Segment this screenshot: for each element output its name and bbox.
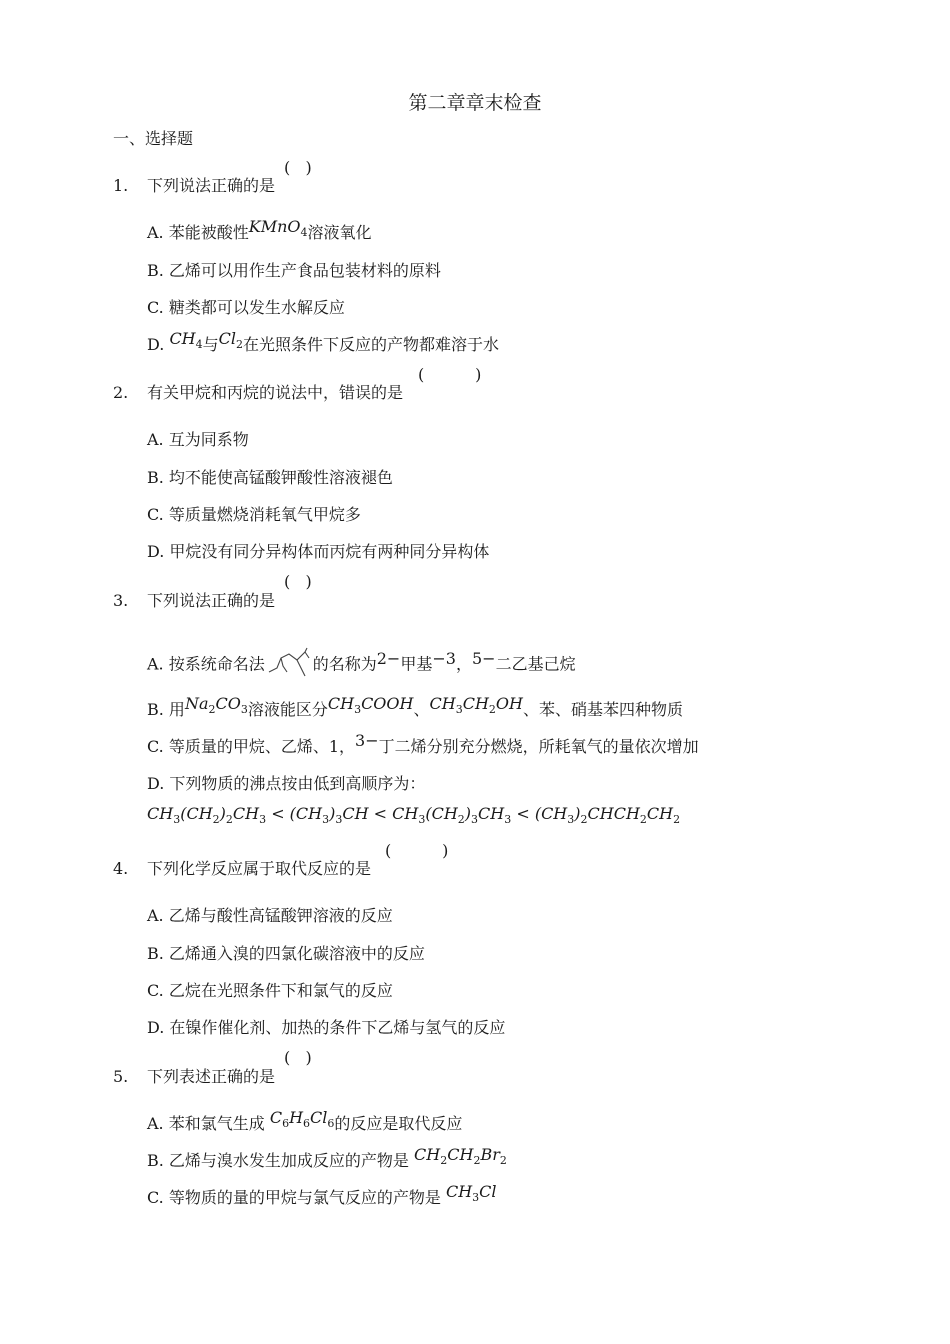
answer-blank: ( ) [284, 572, 312, 591]
question-number: 1. [113, 176, 129, 195]
option-3d: D. 下列物质的沸点按由低到高顺序为： [147, 774, 426, 793]
question-5-stem [113, 1064, 275, 1087]
option-4a: A. 乙烯与酸性高锰酸钾溶液的反应 [147, 906, 393, 925]
answer-blank: ( ) [418, 365, 482, 384]
option-1a: A. 苯能被酸性KMnO$_4$溶液氧化 [147, 217, 372, 242]
question-4-stem [113, 856, 371, 879]
option-2b: B. 均不能使高锰酸钾酸性溶液褪色 [147, 468, 393, 487]
formula-kmno4: KMnO$_4$ [248, 217, 308, 240]
question-3-stem [113, 588, 275, 611]
option-2c: C. 等质量燃烧消耗氧气甲烷多 [147, 505, 361, 524]
formula-na2co3: $Na_2CO_3$ [184, 694, 248, 717]
option-3a: A. 按系统命名法 的名称为2−甲基−3，5−二乙基己烷 [147, 646, 576, 684]
option-4d: D. 在镍作催化剂、加热的条件下乙烯与氢气的反应 [147, 1018, 506, 1037]
skeletal-structure-image [267, 646, 311, 684]
answer-blank: ( ) [284, 1048, 312, 1067]
option-4b: B. 乙烯通入溴的四氯化碳溶液中的反应 [147, 944, 425, 963]
option-1b: B. 乙烯可以用作生产食品包装材料的原料 [147, 261, 441, 280]
answer-blank: ( ) [385, 841, 449, 860]
page-title: 第二章章末检查 [408, 92, 542, 114]
formula-ch3cl: $CH_3Cl$ [445, 1182, 497, 1205]
question-number: 2. [113, 383, 129, 402]
option-5a: A. 苯和氯气生成 $C_6H_6Cl_6$的反应是取代反应 [147, 1108, 463, 1133]
question-2-stem [113, 380, 403, 403]
option-3b: B. 用$Na_2CO_3$溶液能区分$CH_3COOH$、$CH_3CH_2OH$、苯、硝基苯四种物质 [147, 694, 684, 719]
question-1-stem [113, 173, 275, 196]
formula-ch2ch2br2: $CH_2CH_2Br_2$ [414, 1145, 507, 1168]
question-text: 下列说法正确的是 [147, 591, 276, 610]
boiling-point-inequality: $CH_3(CH_2)_2CH_3 < (CH_3)_3CH < CH_3(CH_2)_3CH_3$ < $(CH_3)_2CHCH_2CH_2$ [147, 804, 681, 827]
formula-c6h6cl6: $C_6H_6Cl_6$ [269, 1108, 335, 1131]
question-text: 下列说法正确的是 [147, 176, 276, 195]
formula-ch3cooh: $CH_3COOH$ [327, 694, 414, 717]
question-text: 有关甲烷和丙烷的说法中，错误的是 [147, 383, 404, 402]
option-2a: A. 互为同系物 [147, 430, 249, 449]
option-5c: C. 等物质的量的甲烷与氯气反应的产物是 $CH_3Cl$ [147, 1182, 497, 1207]
question-number: 5. [113, 1067, 129, 1086]
section-heading: 一、选择题 [113, 129, 194, 148]
question-text: 下列化学反应属于取代反应的是 [147, 859, 372, 878]
formula-cl2: $Cl_2$ [218, 329, 244, 352]
option-4c: C. 乙烷在光照条件下和氯气的反应 [147, 981, 393, 1000]
answer-blank: ( ) [284, 158, 312, 177]
question-text: 下列表述正确的是 [147, 1067, 276, 1086]
option-2d: D. 甲烷没有同分异构体而丙烷有两种同分异构体 [147, 542, 490, 561]
option-1c: C. 糖类都可以发生水解反应 [147, 298, 345, 317]
option-5b: B. 乙烯与溴水发生加成反应的产物是 $CH_2CH_2Br_2$ [147, 1145, 507, 1170]
question-number: 4. [113, 859, 129, 878]
question-number: 3. [113, 591, 129, 610]
formula-ch3ch2oh: $CH_3CH_2OH$ [429, 694, 523, 717]
option-1d: D. $CH_4$与$Cl_2$在光照条件下反应的产物都难溶于水 [147, 329, 500, 354]
formula-ch4: $CH_4$ [169, 329, 203, 352]
option-3c: C. 等质量的甲烷、乙烯、1，3−丁二烯分别充分燃烧，所耗氧气的量依次增加 [147, 731, 699, 756]
